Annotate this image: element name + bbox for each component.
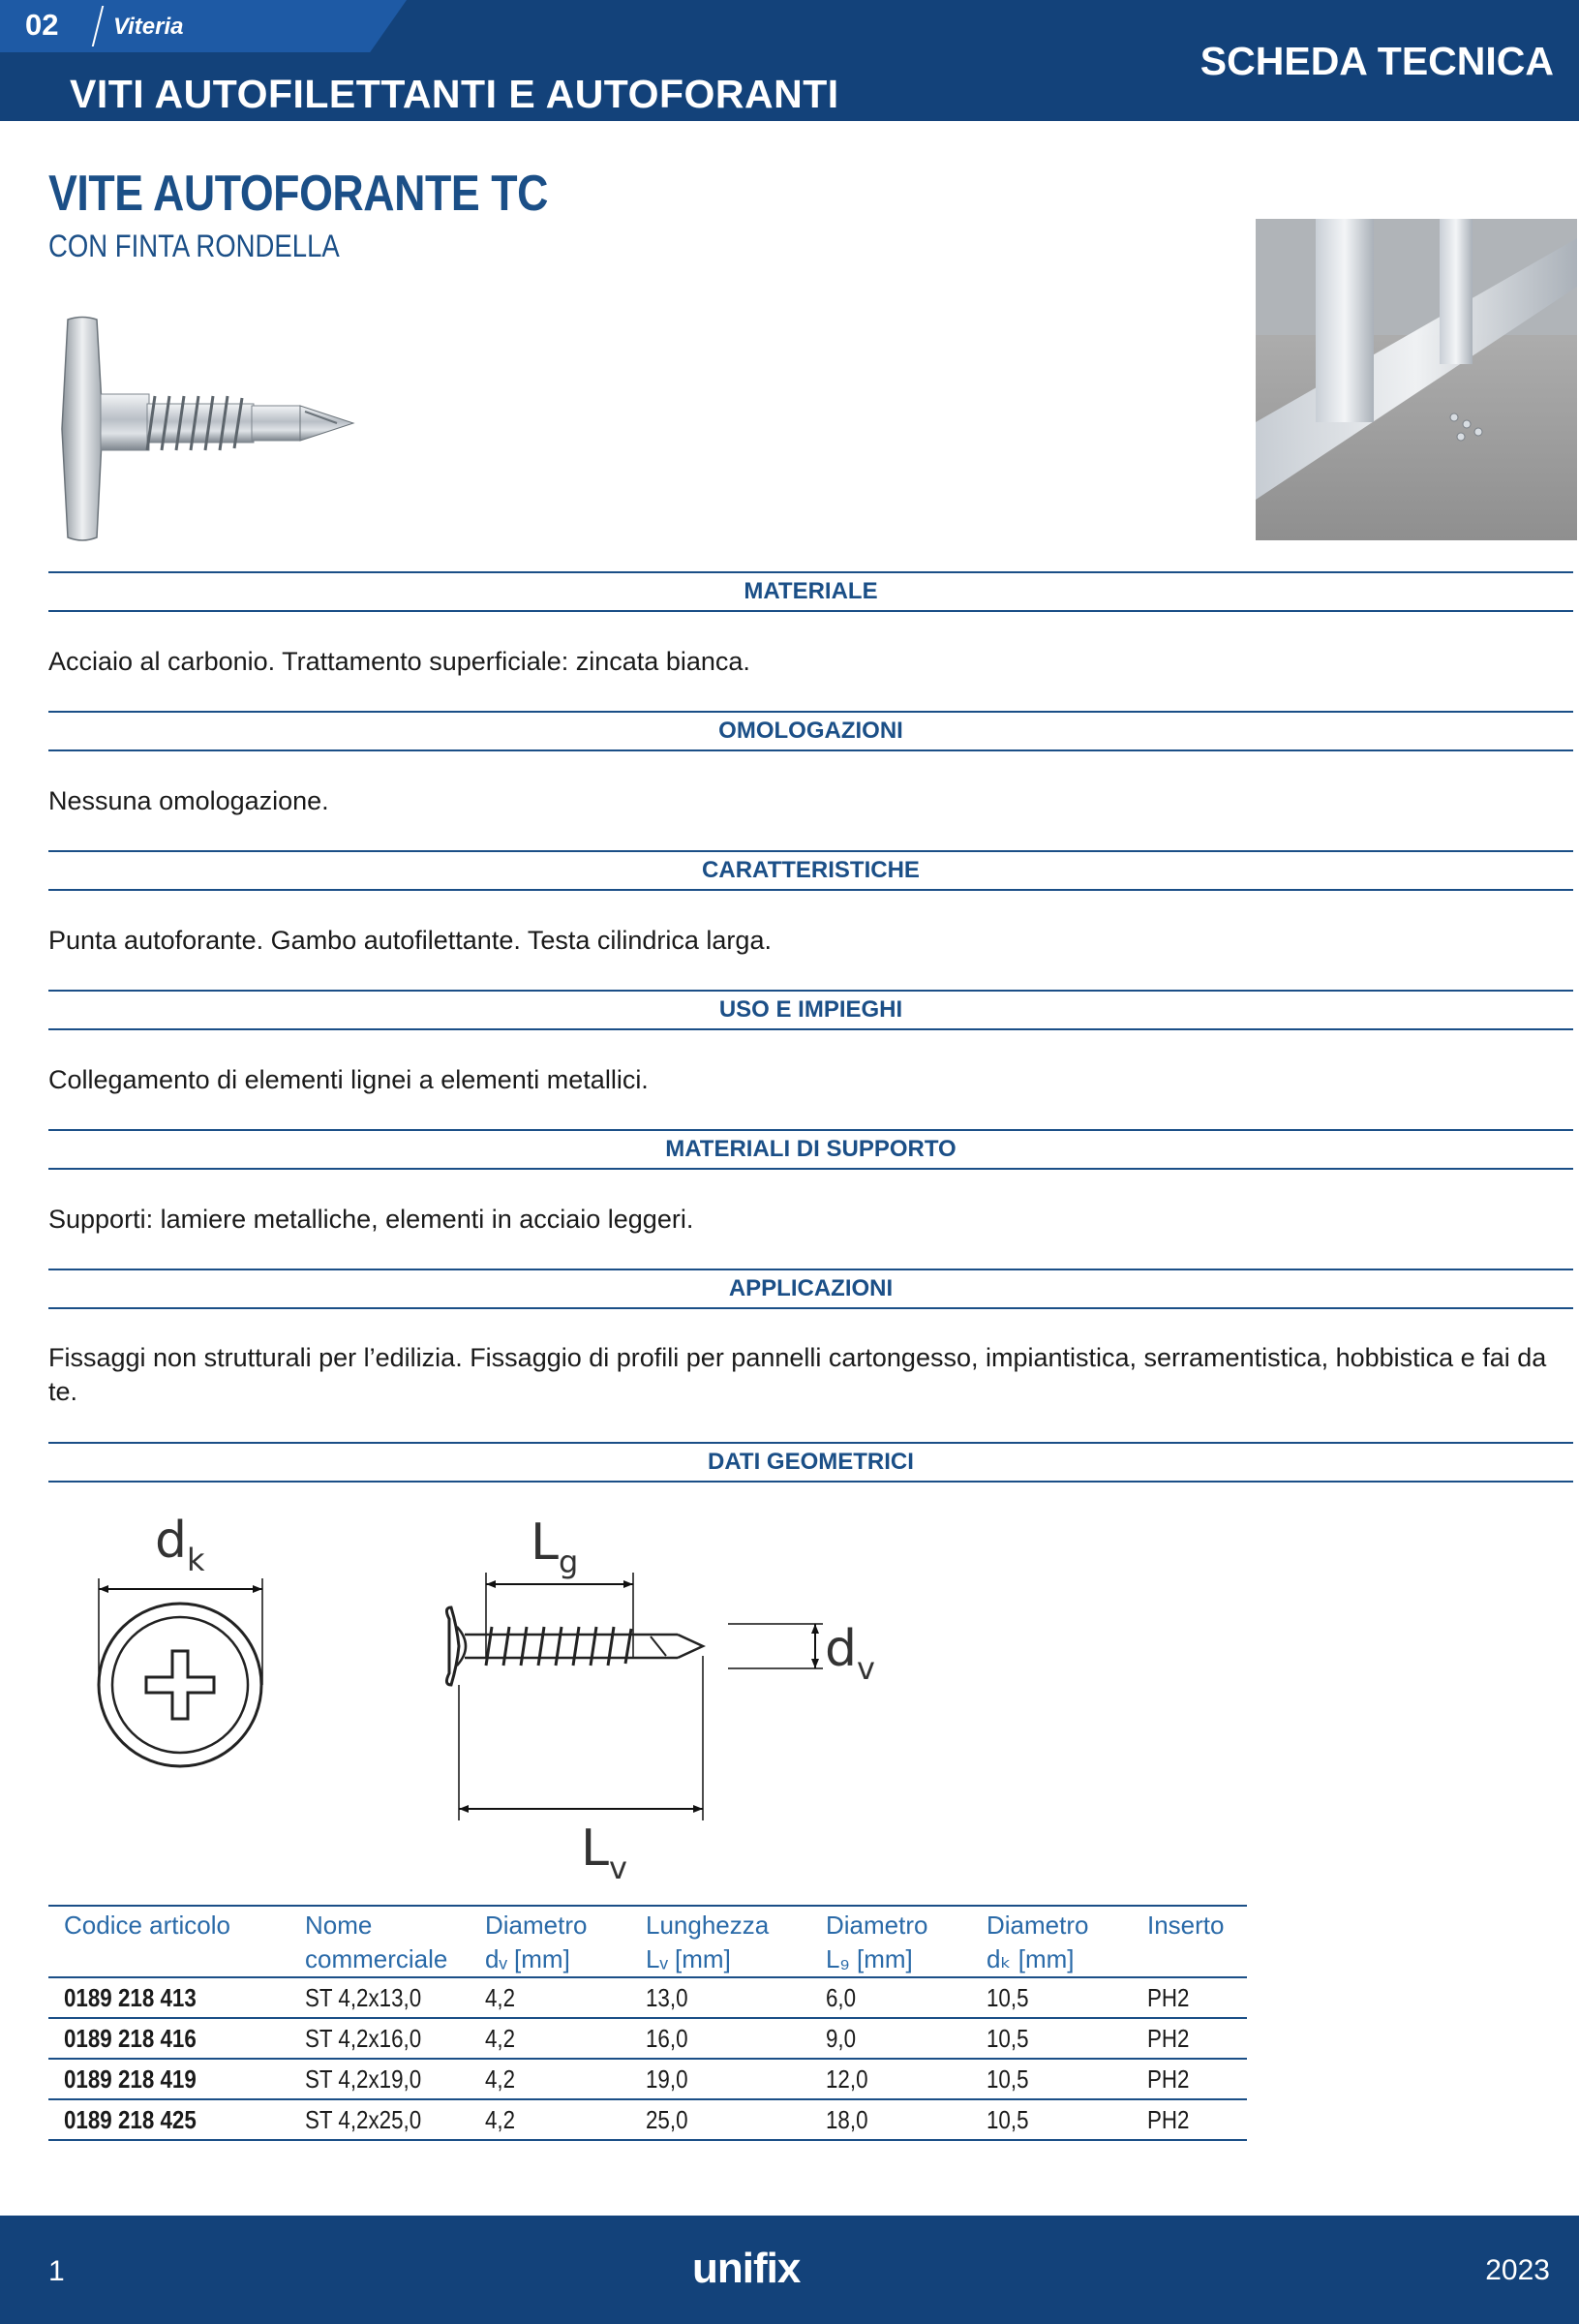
section-text-applicazioni: Fissaggi non strutturali per l’edilizia. Fissaggio di profili per pannelli cartongesso, impiantistica, serramentistica, hobbistica e fai da te. [48,1343,1547,1406]
section-text-omologazioni: Nessuna omologazione. [48,786,329,815]
cell-name: ST 4,2x13,0 [289,1977,470,2018]
section-text-uso: Collegamento di elementi lignei a elementi metallici. [48,1065,649,1094]
section-heading-label: USO E IMPIEGHI [718,996,903,1023]
cell-code: 0189 218 419 [48,2059,289,2099]
col-header-inserto: Inserto [1132,1906,1247,1977]
table-header-row [48,1906,1247,1977]
cell-lg: 12,0 [810,2059,971,2099]
section-heading-materiale [48,571,1573,612]
col-header-dk: Diametro dₖ [mm] [971,1906,1132,1977]
table-row [48,2059,1247,2099]
section-heading-applicazioni [48,1269,1573,1309]
page-number: 1 [48,2255,65,2287]
application-photo [1256,219,1577,540]
section-heading-omologazioni [48,711,1573,751]
cell-name: ST 4,2x19,0 [289,2059,470,2099]
cell-lv: 19,0 [630,2059,810,2099]
cell-inserto: PH2 [1132,1977,1247,2018]
chapter-band [0,0,407,52]
section-text-caratteristiche: Punta autoforante. Gambo autofilettante. Testa cilindrica larga. [48,926,772,955]
cell-inserto: PH2 [1132,2099,1247,2140]
table-row [48,2099,1247,2140]
section-heading-dati [48,1442,1573,1483]
section-heading-supporto [48,1129,1573,1170]
cell-code: 0189 218 416 [48,2018,289,2059]
dk-label: $d_k$ [155,1512,205,1578]
chapter-number: 02 [25,8,59,42]
lg-label: $L_g$ [531,1514,579,1580]
cell-lv: 25,0 [630,2099,810,2140]
dv-label: $d_v$ [825,1620,875,1687]
section-heading-uso [48,990,1573,1030]
section-heading-label: CARATTERISTICHE [702,857,920,883]
cell-lg: 6,0 [810,1977,971,2018]
footer-year: 2023 [1485,2254,1550,2286]
product-title: VITE AUTOFORANTE TC [48,166,549,222]
cell-dv: 4,2 [470,2059,630,2099]
cell-inserto: PH2 [1132,2059,1247,2099]
section-heading-label: OMOLOGAZIONI [718,718,903,744]
screw-photo [58,315,368,547]
table-row [48,2018,1247,2059]
cell-lg: 18,0 [810,2099,971,2140]
cell-lv: 16,0 [630,2018,810,2059]
cell-dv: 4,2 [470,2018,630,2059]
cell-dk: 10,5 [971,1977,1132,2018]
col-header-dv: Diametro dᵥ [mm] [470,1906,630,1977]
section-heading-label: MATERIALE [744,578,878,604]
header-bar [0,0,1579,121]
cell-lv: 13,0 [630,1977,810,2018]
cell-dk: 10,5 [971,2018,1132,2059]
cell-code: 0189 218 425 [48,2099,289,2140]
chapter-name: Viteria [113,14,184,40]
cell-dv: 4,2 [470,2099,630,2140]
spec-table [48,1905,1247,2141]
section-heading-label: DATI GEOMETRICI [708,1449,914,1475]
lv-label: $L_v$ [581,1819,627,1879]
section-text-supporto: Supporti: lamiere metalliche, elementi in acciaio leggeri. [48,1205,694,1234]
col-header-codice: Codice articolo [48,1906,289,1977]
section-heading-label: MATERIALI DI SUPPORTO [665,1136,957,1162]
section-heading-label: APPLICAZIONI [728,1275,894,1301]
cell-lg: 9,0 [810,2018,971,2059]
phillips-cross-icon [146,1651,214,1719]
geometry-diagram [58,1511,929,1879]
cell-name: ST 4,2x25,0 [289,2099,470,2140]
brand-logo: unifix [692,2245,801,2292]
footer-bar [0,2216,1579,2324]
sheet-type: SCHEDA TECNICA [1199,39,1554,83]
table-row [48,1977,1247,2018]
category-title: VITI AUTOFILETTANTI E AUTOFORANTI [70,72,839,116]
cell-code: 0189 218 413 [48,1977,289,2018]
cell-inserto: PH2 [1132,2018,1247,2059]
cell-dv: 4,2 [470,1977,630,2018]
col-header-lg: Diametro L₉ [mm] [810,1906,971,1977]
cell-dk: 10,5 [971,2099,1132,2140]
section-heading-caratteristiche [48,850,1573,891]
col-header-nome: Nome commerciale [289,1906,470,1977]
product-subtitle: CON FINTA RONDELLA [48,229,340,263]
section-text-materiale: Acciaio al carbonio. Trattamento superficiale: zincata bianca. [48,647,750,676]
cell-dk: 10,5 [971,2059,1132,2099]
col-header-lv: Lunghezza Lᵥ [mm] [630,1906,810,1977]
cell-name: ST 4,2x16,0 [289,2018,470,2059]
